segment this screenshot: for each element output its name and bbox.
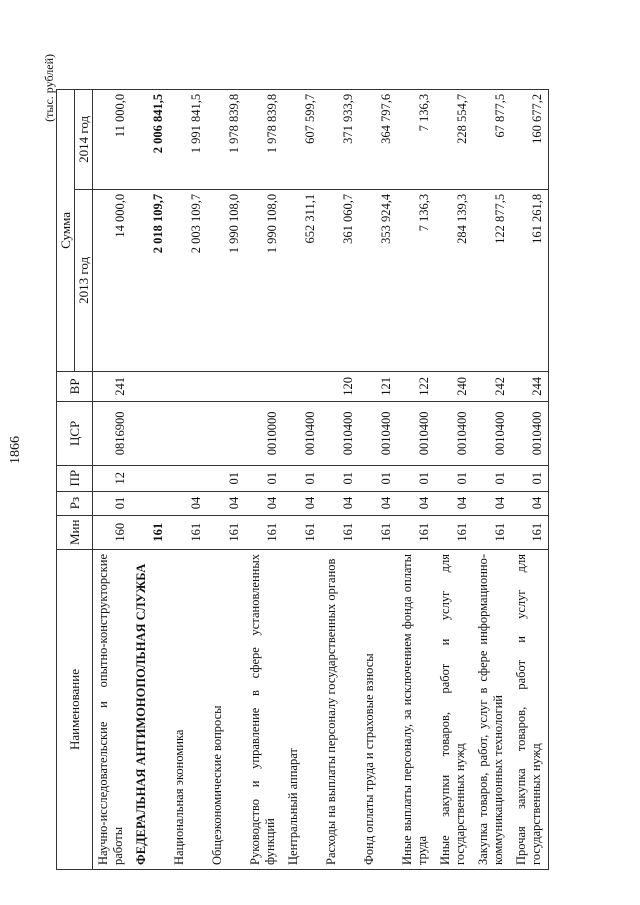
cell-y2013: 2 018 109,7 (131, 189, 169, 371)
cell-rz: 04 (511, 491, 549, 515)
cell-rz: 04 (321, 491, 359, 515)
cell-name: Закупка товаров, работ, услуг в сфере информационно-коммуникационных технологий (473, 550, 511, 870)
cell-pr: 01 (359, 465, 397, 491)
cell-y2014: 2 006 841,5 (131, 89, 169, 189)
table-row (321, 89, 359, 869)
cell-y2014: 67 877,5 (473, 89, 511, 189)
header-2013: 2013 год (75, 189, 93, 371)
table-row (207, 89, 245, 869)
cell-name: Расходы на выплаты персоналу государственных органов (321, 550, 359, 870)
cell-csr (169, 401, 207, 465)
cell-min: 161 (397, 515, 435, 549)
cell-csr: 0010400 (473, 401, 511, 465)
cell-pr: 01 (435, 465, 473, 491)
cell-pr: 01 (397, 465, 435, 491)
cell-min: 161 (283, 515, 321, 549)
cell-rz: 04 (473, 491, 511, 515)
cell-rz: 04 (397, 491, 435, 515)
cell-y2013: 1 990 108,0 (245, 189, 283, 371)
cell-y2014: 7 136,3 (397, 89, 435, 189)
cell-csr: 0010400 (283, 401, 321, 465)
cell-csr: 0010400 (511, 401, 549, 465)
cell-vr: 120 (321, 371, 359, 401)
table-row (511, 89, 549, 869)
cell-pr: 01 (207, 465, 245, 491)
cell-csr: 0010400 (397, 401, 435, 465)
cell-csr: 0010400 (359, 401, 397, 465)
cell-y2013: 1 990 108,0 (207, 189, 245, 371)
cell-vr (283, 371, 321, 401)
header-csr: ЦСР (57, 401, 93, 465)
cell-vr: 241 (93, 371, 131, 401)
cell-vr (131, 371, 169, 401)
page-number: 1866 (8, 436, 23, 464)
unit-note: (тыс. рублей) (42, 54, 56, 122)
cell-rz: 04 (283, 491, 321, 515)
cell-rz: 04 (435, 491, 473, 515)
cell-rz: 01 (93, 491, 131, 515)
cell-name: Иные закупки товаров, работ и услуг для государственных нужд (435, 550, 473, 870)
cell-y2014: 1 978 839,8 (245, 89, 283, 189)
cell-pr: 01 (245, 465, 283, 491)
header-min: Мин (57, 515, 93, 549)
table-body (93, 89, 549, 869)
cell-csr: 0816900 (93, 401, 131, 465)
cell-name: Фонд оплаты труда и страховые взносы (359, 550, 397, 870)
table-row (245, 89, 283, 869)
cell-y2013: 161 261,8 (511, 189, 549, 371)
cell-y2014: 11 000,0 (93, 89, 131, 189)
table-row (359, 89, 397, 869)
cell-vr (169, 371, 207, 401)
table-row (435, 89, 473, 869)
cell-rz: 04 (359, 491, 397, 515)
header-2014: 2014 год (75, 89, 93, 189)
table-row (397, 89, 435, 869)
cell-vr: 244 (511, 371, 549, 401)
table-row (131, 89, 169, 869)
cell-csr: 0010400 (435, 401, 473, 465)
cell-csr (207, 401, 245, 465)
cell-name: Научно-исследовательские и опытно-конструкторские работы (93, 550, 131, 870)
cell-vr (245, 371, 283, 401)
cell-y2014: 1 978 839,8 (207, 89, 245, 189)
cell-min: 161 (131, 515, 169, 549)
cell-name: Руководство и управление в сфере установленных функций (245, 550, 283, 870)
header-vr: ВР (57, 371, 93, 401)
cell-rz: 04 (245, 491, 283, 515)
cell-y2013: 284 139,3 (435, 189, 473, 371)
cell-pr: 01 (321, 465, 359, 491)
cell-pr (169, 465, 207, 491)
cell-y2013: 122 877,5 (473, 189, 511, 371)
header-pr: ПР (57, 465, 93, 491)
cell-pr: 01 (283, 465, 321, 491)
cell-y2014: 160 677,2 (511, 89, 549, 189)
cell-vr: 122 (397, 371, 435, 401)
cell-name: Иные выплаты персоналу, за исключением фонда оплаты труда (397, 550, 435, 870)
cell-name: ФЕДЕРАЛЬНАЯ АНТИМОНОПОЛЬНАЯ СЛУЖБА (131, 550, 169, 870)
table-row (169, 89, 207, 869)
cell-min: 161 (473, 515, 511, 549)
cell-y2013: 361 060,7 (321, 189, 359, 371)
table-row (283, 89, 321, 869)
cell-min: 161 (245, 515, 283, 549)
table-row (93, 89, 131, 869)
cell-pr (131, 465, 169, 491)
cell-vr: 240 (435, 371, 473, 401)
cell-csr: 0010400 (321, 401, 359, 465)
cell-y2013: 652 311,1 (283, 189, 321, 371)
cell-min: 161 (169, 515, 207, 549)
cell-min: 160 (93, 515, 131, 549)
budget-table (56, 89, 549, 870)
cell-rz: 04 (207, 491, 245, 515)
cell-min: 161 (207, 515, 245, 549)
header-sum: Сумма (57, 89, 75, 371)
cell-y2013: 2 003 109,7 (169, 189, 207, 371)
cell-rz: 04 (169, 491, 207, 515)
header-rz: Рз (57, 491, 93, 515)
cell-vr: 121 (359, 371, 397, 401)
cell-name: Общеэкономические вопросы (207, 550, 245, 870)
cell-y2013: 353 924,4 (359, 189, 397, 371)
cell-y2014: 607 599,7 (283, 89, 321, 189)
cell-y2013: 14 000,0 (93, 189, 131, 371)
cell-vr (207, 371, 245, 401)
cell-min: 161 (321, 515, 359, 549)
cell-y2014: 364 797,6 (359, 89, 397, 189)
cell-min: 161 (359, 515, 397, 549)
cell-y2013: 7 136,3 (397, 189, 435, 371)
cell-csr (131, 401, 169, 465)
cell-y2014: 228 554,7 (435, 89, 473, 189)
cell-csr: 0010000 (245, 401, 283, 465)
cell-y2014: 1 991 841,5 (169, 89, 207, 189)
cell-name: Прочая закупка товаров, работ и услуг для государственных нужд (511, 550, 549, 870)
header-name: Наименование (57, 550, 93, 870)
cell-pr: 01 (511, 465, 549, 491)
cell-y2014: 371 933,9 (321, 89, 359, 189)
cell-name: Центральный аппарат (283, 550, 321, 870)
cell-pr: 01 (473, 465, 511, 491)
table-row (473, 89, 511, 869)
cell-min: 161 (511, 515, 549, 549)
cell-vr: 242 (473, 371, 511, 401)
cell-min: 161 (435, 515, 473, 549)
cell-name: Национальная экономика (169, 550, 207, 870)
cell-pr: 12 (93, 465, 131, 491)
cell-rz (131, 491, 169, 515)
